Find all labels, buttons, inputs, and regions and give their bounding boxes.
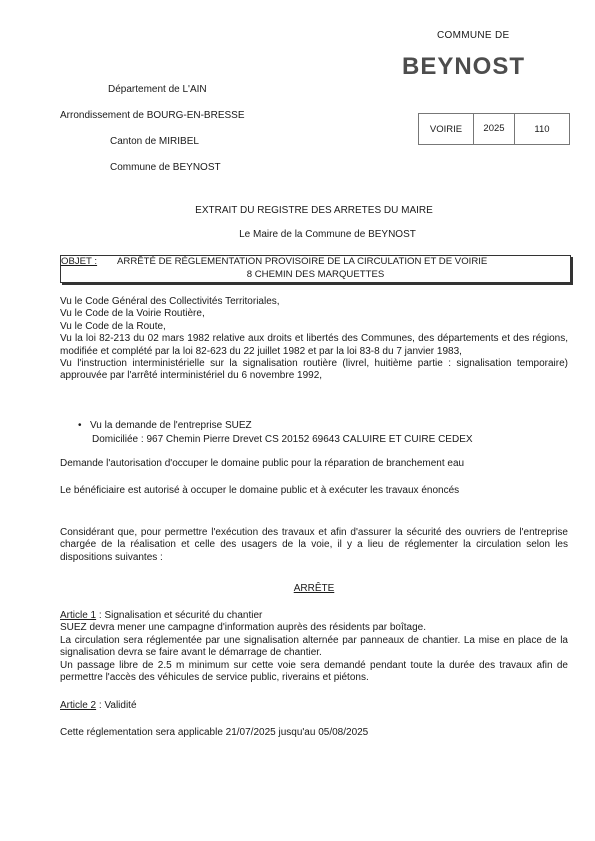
article1-p1: SUEZ devra mener une campagne d'information auprès des résidents par boîtage. (60, 622, 427, 634)
ref-number: 110 (534, 123, 550, 135)
ref-year-cell (473, 114, 515, 144)
ref-type: VOIRIE (429, 123, 463, 135)
commune-de-label: COMMUNE DE (437, 30, 510, 41)
maire-title: Le Maire de la Commune de BEYNOST (239, 229, 416, 240)
demande-line2: Domiciliée : 967 Chemin Pierre Drevet CS 20152 69643 CALUIRE ET CUIRE CEDEX (92, 434, 473, 445)
article1-p3: Un passage libre de 2.5 m minimum sur cette voie sera demandé pendant toute la durée des travaux afin de permettre l'accès des véhicules de service public, riverains et piétons. (60, 659, 568, 684)
vu-list (60, 296, 568, 383)
article1-heading (60, 610, 568, 622)
beneficiaire: Le bénéficiaire est autorisé à occuper le domaine public et à exécuter les travaux énoncés (60, 485, 460, 496)
canton: Canton de MIRIBEL (110, 136, 199, 147)
vu-item: Vu le Code Général des Collectivités Territoriales, (60, 296, 280, 307)
ref-year: 2025 (483, 123, 505, 134)
article1-p2: La circulation sera réglementée par une signalisation alternée par panneaux de chantier. La mise en place de la signalisation devra se faire avant le démarrage de chantier. (60, 634, 568, 659)
demande-autorisation: Demande l'autorisation d'occuper le domaine public pour la réparation de branchement eau (60, 458, 465, 469)
beynost-logo: BEYNOST (402, 53, 526, 80)
article2-heading (60, 700, 137, 711)
objet-label: OBJET : (61, 256, 98, 267)
article1-label: Article 1 (60, 610, 97, 621)
objet-line1: ARRÊTÉ DE RÉGLEMENTATION PROVISOIRE DE LA CIRCULATION ET DE VOIRIE (117, 256, 488, 267)
demande-bullet: • (78, 420, 82, 431)
extrait-title: EXTRAIT DU REGISTRE DES ARRETES DU MAIRE (195, 205, 433, 216)
reference-box (418, 113, 570, 145)
vu-item: Vu l'instruction interministérielle sur la signalisation routière (livrel, huitième partie : signalisation temporaire) approuvée par l'arrêté interministériel du 6 novembre 1992, (60, 358, 568, 382)
vu-item: Vu le Code de la Voirie Routière, (60, 308, 205, 320)
vu-item: Vu le Code de la Route, (60, 320, 166, 332)
article2-p1: Cette réglementation sera applicable 21/07/2025 jusqu'au 05/08/2025 (60, 727, 369, 738)
arrondissement: Arrondissement de BOURG-EN-BRESSE (60, 110, 245, 121)
departement: Département de L'AIN (108, 84, 207, 95)
vu-item: Vu la loi 82-213 du 02 mars 1982 relative aux droits et libertés des Communes, des départements et des régions, modifiée et complété par la loi 82-623 du 22 juillet 1982 et par la loi 83-8 du 7 janvier 1983, (60, 333, 568, 357)
considerant: Considérant que, pour permettre l'exécution des travaux et afin d'assurer la sécurité des ouvriers de l'entreprise chargée de la réalisation et celle des usagers de la voie, il y a lieu de réglementer la circulation selon les dispositions suivantes : (60, 527, 568, 563)
arrete-heading: ARRÊTE (293, 583, 335, 594)
article2-title: : Validité (96, 700, 137, 711)
demande-line1: Vu la demande de l'entreprise SUEZ (90, 420, 252, 431)
commune: Commune de BEYNOST (110, 162, 221, 173)
article1-title: : Signalisation et sécurité du chantier (96, 610, 263, 621)
article1 (60, 610, 568, 684)
objet-line2: 8 CHEMIN DES MARQUETTES (246, 269, 385, 280)
article2-label: Article 2 (60, 700, 97, 711)
objet-box (60, 255, 571, 283)
